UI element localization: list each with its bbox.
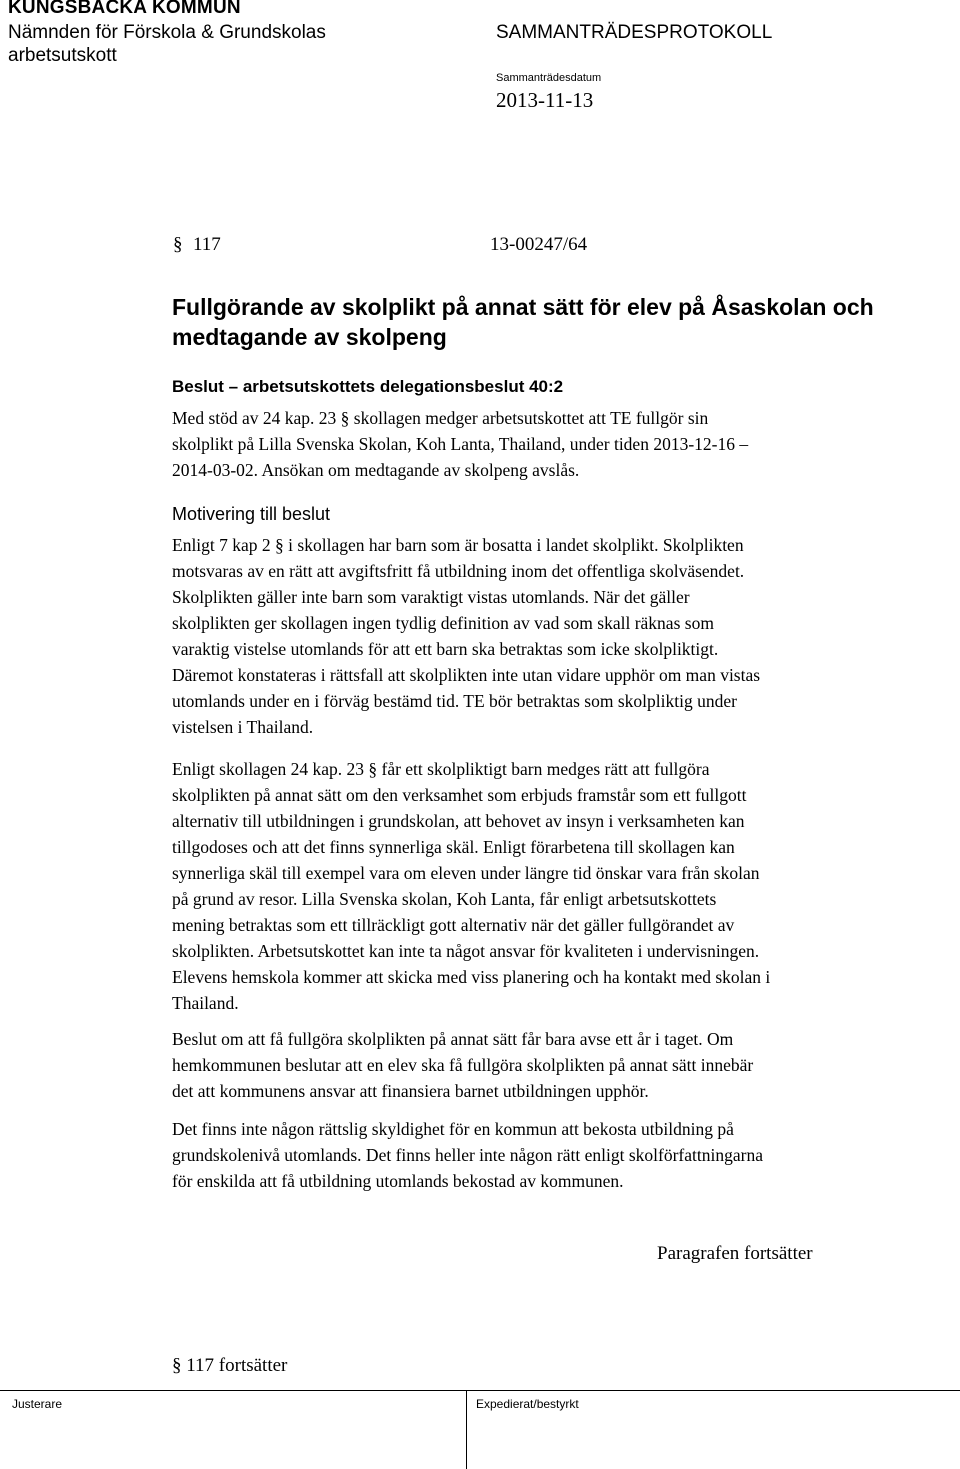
text-line: hemkommunen beslutar att en elev ska få fullgöra skolplikten på annat sätt innebär	[172, 1055, 754, 1075]
meeting-date: 2013-11-13	[496, 88, 594, 112]
motivation-paragraph-3	[172, 1026, 942, 1104]
decision-line: 2014-03-02. Ansökan om medtagande av skolpeng avslås.	[172, 460, 580, 480]
paragraph-continues-note: Paragrafen fortsätter	[657, 1243, 813, 1264]
text-line: Thailand.	[172, 993, 239, 1013]
signer-label: Justerare	[12, 1397, 63, 1411]
text-line: varaktig vistelse utomlands för att ett barn ska betraktas som icke skolpliktigt.	[172, 639, 719, 659]
motivation-paragraph-4	[172, 1116, 942, 1194]
decision-heading: Beslut – arbetsutskottets delegationsbeslut 40:2	[172, 377, 564, 396]
text-line: det att kommunens ansvar att finansiera barnet utbildningen upphör.	[172, 1081, 649, 1101]
footer-column-divider	[466, 1391, 467, 1469]
text-line: grundskolenivå utomlands. Det finns heller inte någon rätt enligt skolförfattningarna	[172, 1145, 763, 1165]
text-line: skolplikten ger skollagen ingen tydlig definition av vad som skall räknas som	[172, 613, 714, 633]
document-title: Fullgörande av skolplikt på annat sätt för elev på Åsaskolan och medtagande av skolpeng	[172, 294, 874, 350]
committee-name-line1: Nämnden för Förskola & Grundskolas	[8, 22, 326, 43]
dispatch-label: Expedierat/bestyrkt	[476, 1397, 579, 1411]
document-type: SAMMANTRÄDESPROTOKOLL	[496, 22, 773, 43]
text-line: utomlands under en i förväg bestämd tid. TE bör betraktas som skolpliktig under	[172, 691, 737, 711]
text-line: alternativ till utbildningen i grundskolan, att behovet av insyn i verksamheten kan	[172, 811, 745, 831]
decision-text	[172, 405, 932, 483]
decision-line: Med stöd av 24 kap. 23 § skollagen medger arbetsutskottet att TE fullgör sin	[172, 408, 709, 428]
paragraph-number: 117	[193, 234, 221, 255]
text-line: motsvaras av en rätt att avgiftsfritt få utbildning inom det offentliga skolväsendet.	[172, 561, 745, 581]
footer-divider-line	[0, 1390, 960, 1391]
motivation-paragraph-1	[172, 532, 942, 740]
section-sign: §	[173, 234, 183, 255]
text-line: Elevens hemskola kommer att skicka med viss planering och ha kontakt med skolan i	[172, 967, 771, 987]
case-number: 13-00247/64	[490, 234, 588, 255]
text-line: skolplikten. Arbetsutskottet kan inte ta något ansvar för kvaliteten i undervisningen.	[172, 941, 760, 961]
text-line: skolplikten på annat sätt om den verksamhet som erbjuds framstår som ett fullgott	[172, 785, 747, 805]
text-line: Beslut om att få fullgöra skolplikten på annat sätt får bara avse ett år i taget. Om	[172, 1029, 734, 1049]
motivation-paragraph-2	[172, 756, 942, 1016]
text-line: Enligt skollagen 24 kap. 23 § får ett skolpliktigt barn medges rätt att fullgöra	[172, 759, 710, 779]
text-line: Skolplikten gäller inte barn som varaktigt vistas utomlands. När det gäller	[172, 587, 690, 607]
organization-name: KUNGSBACKA KOMMUN	[8, 0, 241, 18]
committee-name-line2: arbetsutskott	[8, 45, 117, 66]
text-line: på grund av resor. Lilla Svenska skolan, Koh Lanta, får enligt arbetsutskottets	[172, 889, 717, 909]
text-line: mening betraktas som ett tillräckligt gott alternativ när det gäller fullgörandet av	[172, 915, 735, 935]
text-line: tillgodoses och att det finns synnerliga skäl. Enligt förarbetena till skollagen kan	[172, 837, 735, 857]
text-line: Däremot konstateras i rättsfall att skolplikten inte utan vidare upphör om man vistas	[172, 665, 761, 685]
text-line: Enligt 7 kap 2 § i skollagen har barn som är bosatta i landet skolplikt. Skolplikten	[172, 535, 744, 555]
text-line: Det finns inte någon rättslig skyldighet för en kommun att bekosta utbildning på	[172, 1119, 734, 1139]
meeting-date-label: Sammanträdesdatum	[496, 72, 602, 84]
decision-line: skolplikt på Lilla Svenska Skolan, Koh Lanta, Thailand, under tiden 2013-12-16 –	[172, 434, 749, 454]
paragraph-header	[173, 234, 588, 256]
text-line: vistelsen i Thailand.	[172, 717, 314, 737]
section-continues-ref: § 117 fortsätter	[172, 1355, 288, 1376]
text-line: för enskilda att få utbildning utomlands bekostad av kommunen.	[172, 1171, 624, 1191]
motivation-heading: Motivering till beslut	[172, 504, 331, 524]
text-line: synnerliga skäl till exempel vara om eleven under längre tid önskar vara från skolan	[172, 863, 760, 883]
